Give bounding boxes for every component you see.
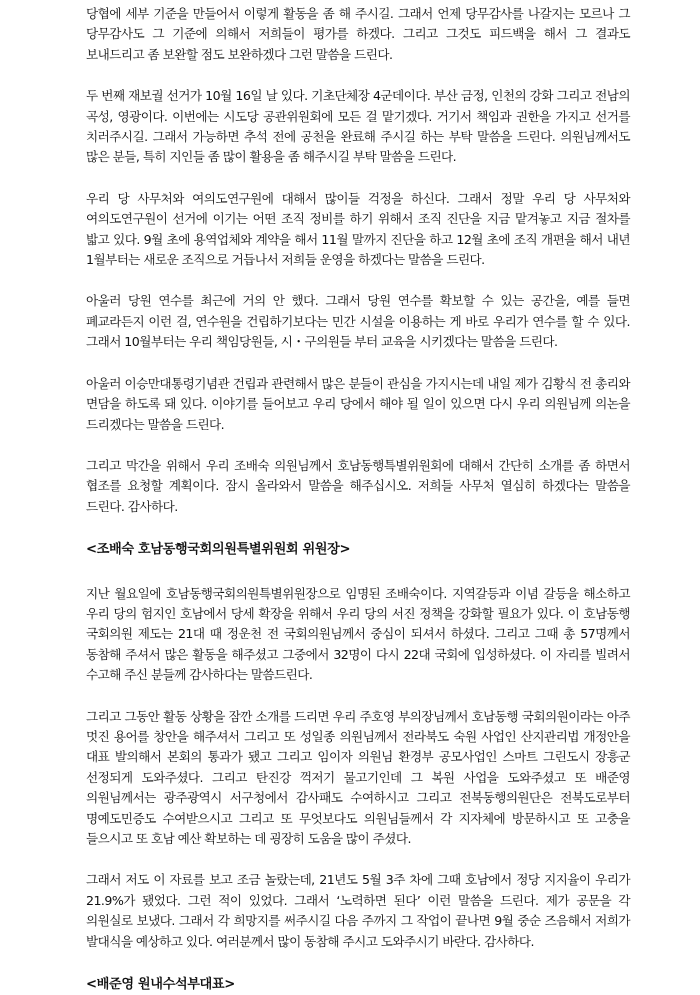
paragraph-approval-rating: 그래서 저도 이 자료를 보고 조금 놀랐는데, 21년도 5월 3주 차에 그때 호남에서 정당 지지율이 우리가 21.9%가 됐었다. 그런 적이 있었다. 그래서 ‘노력하면 된다’ 이런 말씀을 드린다. 제가 공문을 각 의원실로 보냈다. 그래서 각 희망지를 써주시길 다음 주까지 그 작업이 끝나면 9월 중순 즈음해서 저희가 발대식을 예상하고 있다. 여러분께서 많이 동참해 주시고 도와주시기 바란다. 감사하다. (86, 872, 630, 949)
paragraph-party-audit: 당협에 세부 기준을 만들어서 이렇게 활동을 좀 해 주시길. 그래서 언제 당무감사를 나갈지는 모르나 그 당무감사도 그 기준에 의해서 저희들이 평가를 하겠다. 그리고 그것도 피드백을 해서 그 결과도 보내드리고 좀 보완할 점도 보완하겠다 그런 말씀을 드린다. (86, 6, 630, 62)
speaker-heading-cho: <조배숙 호남동행국회의원특별위원회 위원장> (86, 542, 351, 558)
paragraph-closing-remarks: 그리고 막간을 위해서 우리 조배숙 의원님께서 호남동행특별위원회에 대해서 간단히 소개를 좀 하면서 협조를 요청할 계획이다. 잠시 올라와서 말씀을 해주십시오. 저희들 사무처 열심히 하겠다는 말씀을 드린다. 감사하다. (86, 457, 630, 514)
paragraph-by-election: 두 번째 재보궐 선거가 10월 16일 날 있다. 기초단체장 4군데이다. 부산 금정, 인천의 강화 그리고 전남의 곡성, 영광이다. 이번에는 시도당 공관위원회에 모든 걸 맡기겠다. 거기서 책임과 권한을 가지고 선거를 치러주시길. 그래서 가능하면 추석 전에 공천을 완료해 주시길 하는 부탁 말씀을 드린다. 의원님께서도 많은 분들, 특히 지인들 좀 많이 활용을 좀 해주시길 부탁 말씀을 드린다. (86, 88, 630, 165)
paragraph-activity-report: 그리고 그동안 활동 상황을 잠깐 소개를 드리면 우리 주호영 부의장님께서 호남동행 국회의원이라는 아주 멋진 용어를 창안을 해주셔서 그리고 또 성일종 의원님께서 전라북도 숙원 사업인 산지관리법 개정안을 대표 발의해서 본회의 통과가 됐고 그리고 임이자 의원님 환경부 공모사업인 스마트 그린도시 장흥군 선정되게 도와주셨다. 그리고 탄진강 꺽저기 물고기인데 그 복원 사업을 도와주셨고 또 배준영 의원님께서는 광주광역시 서구청에서 감사패도 수여하시고 그리고 전북동행의원단은 전북도로부터 명예도민증도 수여받으시고 그리고 또 무엇보다도 의원님들께서 각 지자체에 방문하시고 또 고충을 들으시고 또 호남 예산 확보하는 데 굉장히 도움을 많이 주셨다. (86, 708, 630, 846)
paragraph-member-training: 아울러 당원 연수를 최근에 거의 안 했다. 그래서 당원 연수를 확보할 수 있는 공간을, 예를 들면 폐교라든지 이런 걸, 연수원을 건립하기보다는 민간 시설을 이용하는 게 바로 우리가 연수를 할 수 있다. 그래서 10월부터는 우리 책임당원들, 시・구의원들 부터 교육을 시키겠다는 말씀을 드린다. (86, 293, 630, 350)
paragraph-memorial-hall: 아울러 이승만대통령기념관 건립과 관련해서 많은 분들이 관심을 가지시는데 내일 제가 김황식 전 총리와 면담을 하도록 돼 있다. 이야기를 들어보고 우리 당에서 해야 될 일이 있으면 다시 우리 의원님께 의논을 드리겠다는 말씀을 드린다. (86, 375, 630, 432)
paragraph-secretariat-reorg: 우리 당 사무처와 여의도연구원에 대해서 많이들 걱정을 하신다. 그래서 정말 우리 당 사무처와 여의도연구원이 선거에 이기는 어떤 조직 정비를 하기 위해서 조직 진단을 지금 맡겨놓고 지금 절차를 밟고 있다. 9월 초에 용역업체와 계약을 해서 11월 말까지 진단을 하고 12월 초에 조직 개편을 해서 내년 1월부터는 새로운 조직으로 거듭나서 저희들 운영을 하겠다는 말씀을 드린다. (86, 190, 630, 268)
paragraph-honam-committee-intro: 지난 월요일에 호남동행국회의원특별위원장으로 임명된 조배숙이다. 지역갈등과 이념 갈등을 해소하고 우리 당의 험지인 호남에서 당세 확장을 위해서 우리 당의 서진 정책을 강화할 필요가 있다. 이 호남동행 국회의원 제도는 21대 때 정운천 전 국회의원님께서 중심이 되셔서 하셨다. 그리고 그때 총 57명께서 동참해 주셔서 많은 활동을 해주셨고 그중에서 32명이 다시 22대 국회에 입성하셨다. 이 자리를 빌려서 수고해 주신 분들께 감사하다는 말씀드린다. (86, 585, 630, 683)
speaker-heading-bae: <배준영 원내수석부대표> (86, 977, 235, 993)
